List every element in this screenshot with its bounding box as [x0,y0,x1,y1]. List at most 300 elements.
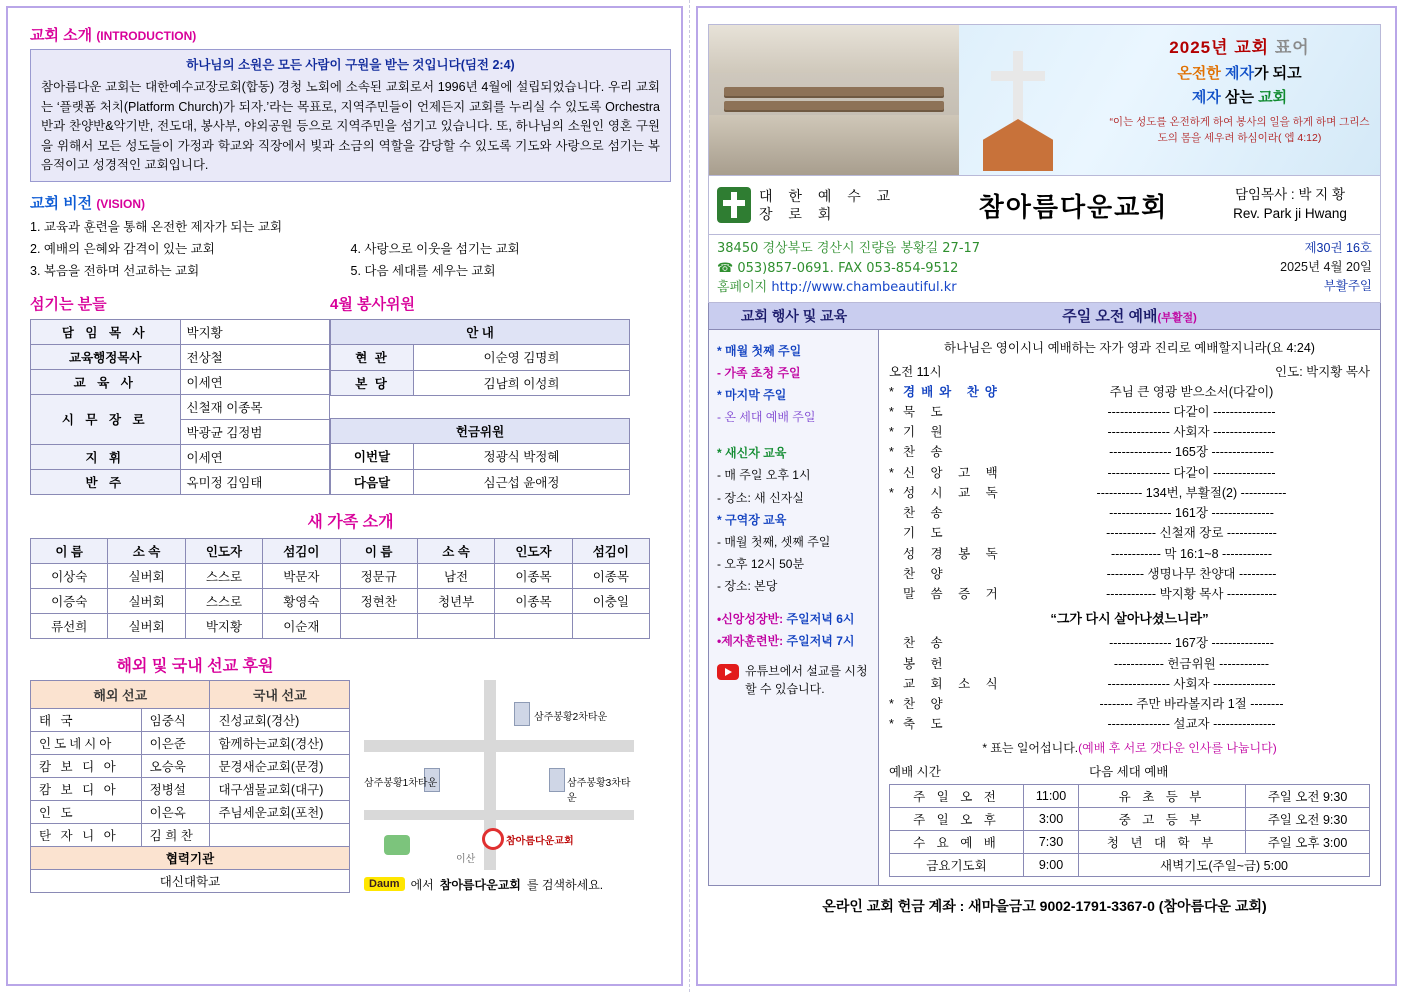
overseas-header: 해외 선교 [31,680,210,708]
park-icon [384,835,410,855]
newfamily-heading: 새 가족 소개 [307,513,394,531]
times-header-right: 다음 세대 예배 [1089,764,1169,779]
event-line: - 온 세대 예배 주일 [717,410,816,425]
denomination [709,187,947,223]
order-item [889,633,1370,653]
newfamily-table [30,538,650,639]
pastor-name-ko: 담임목사 : 박 지 황 [1234,187,1346,203]
right-page [690,0,1403,992]
offering-value: 정광식 박정혜 [414,444,630,469]
service-verse: 하나님은 영이시니 예배하는 자가 영과 진리로 예배할지니라(요 4:24) [944,340,1315,355]
denomination-text [759,187,896,223]
order-item [889,654,1370,674]
table-row [31,823,350,846]
order-value: -------- 주만 바라볼지라 1절 -------- [1099,697,1284,712]
staff-label: 시 무 장 로 [31,394,181,444]
staff-value: 이세연 [180,369,330,394]
staff-label: 반 주 [31,469,181,494]
cell: 청년부 [417,588,494,613]
vision-list [30,217,671,283]
section-headers [708,303,1381,330]
service-header-text: 주일 오전 예배 [1062,308,1158,325]
missions-table [30,680,350,893]
missions-wrap [30,680,671,893]
staff-volunteers-wrap [30,319,671,495]
table-row [31,778,350,801]
cell: 진성교회(경산) [210,709,350,732]
vision-item-1: 1. 교육과 훈련을 통해 온전한 제자가 되는 교회 [30,220,283,235]
order-item [889,382,1370,402]
photo-ceiling [709,25,959,73]
staff-value: 신철재 이종목 [180,394,330,419]
cell: 이순재 [263,613,340,638]
map-label: 삼주봉황1차타운 [364,777,438,789]
order-name: 말 씀 증 거 [903,587,1004,601]
vision-item-3: 3. 복음을 전하며 선교하는 교회 [30,264,200,278]
col-header: 이 름 [340,538,417,563]
cell: 정현찬 [340,588,417,613]
service-header-note: (부활절) [1157,312,1197,324]
map-label: 삼주봉황3차타운 [567,777,631,804]
cell: 주 일 오 후 [890,807,1024,830]
banner-verse: “이는 성도를 온전하게 하여 봉사의 일을 하게 하며 그리스도의 몸을 세우려 하심이라( 엡 4:12) [1109,116,1370,144]
order-value: 주님 큰 영광 받으소서(다같이) [1109,384,1274,399]
standing-note-mark: (예배 후 서로 갯다운 인사를 나눕니다) [1078,740,1277,755]
masthead [708,24,1381,176]
staff-value: 옥미정 김임태 [180,469,330,494]
training-label: •제자훈련반: [717,633,784,648]
cell [495,613,572,638]
order-star: * [889,425,894,439]
table-row [31,369,330,394]
order-name: 기 도 [903,526,949,541]
sanctuary-photo [709,25,959,175]
order-value: --------------- 설교자 --------------- [1107,717,1276,732]
photo-pew [724,87,944,96]
table-row [331,444,630,469]
kakao-post: 를 검색하세요. [526,877,604,892]
church-name: 참아름다운교회 [978,191,1169,222]
order-value: --------- 생명나무 찬양대 --------- [1106,566,1277,581]
intro-title: 하나님의 소원은 모든 사람이 구원을 받는 것입니다(딤전 2:4) [186,58,515,72]
service-times-table [889,784,1370,877]
guide-label: 본 당 [331,370,414,395]
address-bar [708,235,1381,303]
spacer [717,428,870,442]
staff-headings [30,283,671,319]
banner-line2-b: 삼는 [1225,89,1259,106]
cell: 주님세운교회(포천) [210,801,350,824]
event-line: - 가족 초청 주일 [717,365,801,380]
staff-value: 박지황 [180,319,330,344]
order-value: --------------- 사회자 --------------- [1107,425,1276,439]
service-order [889,382,1370,735]
table-row [890,784,1370,807]
cell: 류선희 [31,613,108,638]
order-value: ----------- 134번, 부활절(2) ----------- [1096,485,1287,500]
cell: 이충일 [572,588,649,613]
cell [210,823,350,846]
spacer-cell [414,395,630,418]
order-name: 묵 도 [903,404,949,419]
guide-value: 이순영 김명희 [414,345,630,370]
service-column [879,330,1380,885]
cell: 수 요 예 배 [890,830,1024,853]
cell: 주일 오전 9:30 [1246,784,1370,807]
col-header: 인도자 [185,538,262,563]
cell: 3:00 [1023,807,1078,830]
order-name: 경배와 찬양 [903,384,1003,399]
issue-number: 제30권 16호 [1304,241,1372,255]
vision-section [30,192,671,283]
cell: 주일 오전 9:30 [1246,807,1370,830]
intro-heading-ko: 교회 소개 [30,27,93,44]
order-item [889,402,1370,422]
service-time-row [889,362,1370,380]
church-logo-icon [717,187,751,223]
order-value: --------------- 사회자 --------------- [1107,676,1276,691]
table-row [890,853,1370,876]
youtube-text: 유튜브에서 설교를 시청할 수 있습니다. [745,663,868,696]
event-line: * 구역장 교육 [717,512,787,527]
road-h1 [364,740,634,752]
denom-line-2: 장 로 회 [759,206,838,222]
guide-header: 안 내 [331,319,630,344]
cell: 태 국 [31,709,142,732]
order-item [889,523,1370,543]
offering-value: 심근섭 윤애정 [414,469,630,494]
cell [340,613,417,638]
events-header: 교회 행사 및 교육 [740,307,848,324]
order-item [889,564,1370,584]
cell: 오승욱 [141,755,210,778]
year-theme-banner [959,25,1380,175]
banner-line1 [1109,62,1370,83]
order-star: * [889,384,894,399]
map-pin-icon [482,828,504,850]
cell: 박문자 [263,563,340,588]
steeple-icon [983,119,1053,171]
cell: 실버회 [108,613,185,638]
guide-value: 김남희 이성희 [414,370,630,395]
cell: 박지황 [185,613,262,638]
sermon-title: “그가 다시 살아나셨느니라” [1050,611,1209,627]
cell: 실버회 [108,588,185,613]
daum-logo-icon: Daum [364,877,405,891]
order-value: --------------- 다같이 --------------- [1107,404,1276,419]
table-row [331,370,630,395]
cell: 인도네시아 [31,732,142,755]
partner-header: 협력기관 [31,846,350,869]
cell [572,613,649,638]
cell: 7:30 [1023,830,1078,853]
order-value: ------------ 헌금위원 ------------ [1113,656,1270,671]
staff-label: 교 육 사 [31,369,181,394]
staff-value: 전상철 [180,344,330,369]
table-row [890,807,1370,830]
table-row [331,469,630,494]
cell: 함께하는교회(경산) [210,732,350,755]
phone-line: ☎ 053)857-0691. FAX 053-854-9512 [717,260,959,276]
cell: 금요기도회 [890,853,1024,876]
identity-bar [708,176,1381,235]
youtube-note [717,662,870,698]
order-star: * [889,485,894,500]
order-name: 찬 송 [903,445,949,460]
table-row [890,830,1370,853]
cell: 유 초 등 부 [1079,784,1246,807]
training-label: •신앙성장반: [717,611,784,626]
pastor-name-en: Rev. Park ji Hwang [1233,206,1347,221]
road-h2 [364,810,634,820]
col-header: 섬김이 [572,538,649,563]
cell: 인 도 [31,801,142,824]
cell: 탄 자 니 아 [31,823,142,846]
intro-heading-en: (INTRODUCTION) [96,29,197,43]
table-row [31,846,350,869]
vision-item-2: 2. 예배의 은혜와 감격이 있는 교회 [30,242,215,257]
table-row [331,319,630,344]
table-row [31,588,650,613]
offering-label: 이번달 [331,444,414,469]
staff-label: 담 임 목 사 [31,319,181,344]
table-row [31,319,330,344]
order-item [889,463,1370,483]
staff-table [30,319,330,495]
cell: 스스로 [185,588,262,613]
staff-heading: 섬기는 분들 [30,295,107,313]
cell: 11:00 [1023,784,1078,807]
table-row [31,755,350,778]
homepage-label: 홈페이지 [717,280,768,295]
cell: 남전 [417,563,494,588]
order-value: --------------- 165장 --------------- [1109,445,1274,460]
event-line: * 마지막 주일 [717,387,787,402]
col-header: 소 속 [108,538,185,563]
order-item [889,584,1370,604]
body-columns [708,330,1381,886]
kakao-pre: 에서 [410,877,434,892]
youtube-icon [717,664,739,680]
cell: 문경새순교회(문경) [210,755,350,778]
table-row [31,869,350,892]
event-line: * 매월 첫째 주일 [717,343,802,358]
map-label-church: 참아름다운교회 [506,835,574,847]
staff-value: 이세연 [180,444,330,469]
banner-line1-b: 제자 [1225,65,1254,82]
service-leader: 인도: 박지황 목사 [1275,364,1370,379]
spacer [717,598,870,608]
issue-block [1197,239,1372,298]
table-header-row [31,538,650,563]
order-value: --------------- 161장 --------------- [1109,506,1274,520]
event-line: - 장소: 본당 [717,579,778,594]
issue-date: 2025년 4월 20일 [1280,259,1372,274]
intro-box [30,49,671,182]
cell: 주일 오후 3:00 [1246,830,1370,853]
training-line [717,608,870,630]
table-row [331,418,630,443]
offering-label: 다음달 [331,469,414,494]
banner-line2-c: 교회 [1258,89,1288,106]
cell: 9:00 [1023,853,1078,876]
kakao-church: 참아름다운교회 [439,877,521,892]
table-row [331,345,630,370]
order-name: 축 도 [903,717,949,732]
offering-header: 헌금위원 [331,418,630,443]
table-row [31,732,350,755]
vision-item-4: 4. 사랑으로 이웃을 섬기는 교회 [350,242,520,257]
cell: 스스로 [185,563,262,588]
order-value: --------------- 167장 --------------- [1109,636,1274,651]
building-icon [514,702,530,726]
homepage-line [717,278,1197,298]
volunteers-heading: 4월 봉사위원 [330,295,415,313]
order-name: 찬 양 [903,566,949,581]
cell: 이종목 [495,588,572,613]
location-map [364,680,634,870]
order-name: 찬 송 [903,506,949,520]
order-item [889,503,1370,523]
issue-sunday: 부활주일 [1323,278,1372,293]
missions-heading: 해외 및 국내 선교 후원 [116,657,274,675]
col-header: 인도자 [495,538,572,563]
training-line [717,630,870,652]
event-line: - 매 주일 오후 1시 [717,468,811,483]
cell: 이증숙 [31,588,108,613]
order-name: 교 회 소 식 [903,676,1004,691]
cell: 주 일 오 전 [890,784,1024,807]
cell: 대구샘물교회(대구) [210,778,350,801]
col-header: 이 름 [31,538,108,563]
table-row [331,395,630,418]
cell: 이은준 [141,732,210,755]
order-item [889,422,1370,442]
homepage-url[interactable]: http://www.chambeautiful.kr [771,280,957,295]
offering-account-footer: 온라인 교회 헌금 계좌 : 새마을금고 9002-1791-3367-0 (참아름다운 교회) [822,897,1267,914]
banner-line2 [1109,86,1370,107]
order-star: * [889,404,894,419]
table-row [31,613,650,638]
training-value: 주일저녁 7시 [786,633,855,648]
address-line: 38450 경상북도 경산시 진량읍 봉황길 27-17 [717,241,981,256]
order-star: * [889,465,894,480]
cell: 임중식 [141,709,210,732]
service-header [879,305,1380,326]
banner-year-label: 표어 [1274,38,1310,57]
cell: 청 년 대 학 부 [1079,830,1246,853]
order-value: ------------ 신철재 장로 ------------ [1106,526,1277,541]
address-block [717,239,1197,298]
table-row [31,344,330,369]
banner-year-text: 2025년 교회 [1169,38,1275,57]
order-star: * [889,445,894,460]
event-line: - 장소: 새 신자실 [717,490,804,505]
col-header: 소 속 [417,538,494,563]
banner-line2-a: 제자 [1191,89,1225,106]
cell: 정문규 [340,563,417,588]
table-row [31,469,330,494]
table-header-row [31,680,350,708]
cell: 김 희 찬 [141,823,210,846]
order-star: * [889,717,894,732]
training-value: 주일저녁 6시 [786,611,855,626]
pastor-block [1200,186,1380,224]
denom-line-1: 대 한 예 수 교 [759,187,897,204]
cell: 이종목 [495,563,572,588]
order-item [889,483,1370,503]
building-icon [549,768,565,792]
order-name: 찬 양 [903,697,949,712]
cell [417,613,494,638]
order-item [889,694,1370,714]
partner-value: 대신대학교 [31,869,350,892]
vision-item-5: 5. 다음 세대를 세우는 교회 [350,264,496,278]
event-line: - 오후 12시 50분 [717,557,805,572]
cell: 실버회 [108,563,185,588]
map-label: 이산 [456,853,476,865]
cell: 황영숙 [263,588,340,613]
cross-icon [1013,51,1023,129]
photo-wall [709,115,959,175]
domestic-header: 국내 선교 [210,680,350,708]
events-column [709,330,879,885]
cell: 이은옥 [141,801,210,824]
order-item [889,714,1370,734]
spacer-cell [331,395,414,418]
event-line: * 새신자 교육 [717,446,787,461]
order-value: ------------ 막 16:1~8 ------------ [1110,546,1272,561]
banner-line1-c: 가 되고 [1253,65,1302,82]
map-label: 삼주봉황2차타운 [534,711,608,723]
guide-label: 현 관 [331,345,414,370]
kakao-search-hint [364,876,634,893]
map-area [364,680,634,893]
event-line: - 매월 첫째, 셋째 주일 [717,535,831,549]
times-headers [889,762,1370,780]
standing-note-pre: * 표는 일어섭니다. [982,740,1079,755]
staff-label: 교육행정목사 [31,344,181,369]
order-name: 신 앙 고 백 [903,465,1004,480]
cell: 중 고 등 부 [1079,807,1246,830]
col-header: 섬김이 [263,538,340,563]
cell: 이종목 [572,563,649,588]
times-header-left: 예배 시간 [889,764,941,779]
intro-body: 참아름다운 교회는 대한예수교장로회(합동) 경청 노회에 소속된 교회로서 1996년 4월에 설립되었습니다. 우리 교회는 ‘플랫폼 처치(Platform Church)가 되자.’라는 목표로, 지역주민들이 언제든지 교회를 누리실 수 있도록 Orchestra반과 찬양반&악기반, 전도대, 봉사부, 야외공원 등으로 지역주민을 섬기고 있습니다. 또, 하나님의 소원인 영혼 구원을 위해서 모든 성도들이 가정과 학교와 직장에서 빛과 소금의 역할을 감당할 수 있도록 기도와 사랑으로 섬기는 복음적이고 성경적인 교회입니다. [41,80,660,172]
table-row [31,709,350,732]
cell: 정병설 [141,778,210,801]
service-time: 오전 11시 [889,364,942,379]
vision-heading [30,192,671,213]
intro-heading [30,24,671,45]
table-row [31,394,330,419]
standing-note [889,739,1370,756]
cell: 캄 보 디 아 [31,778,142,801]
table-row [31,563,650,588]
order-value: --------------- 다같이 --------------- [1107,465,1276,480]
table-row [31,801,350,824]
banner-year [1109,33,1370,58]
volunteers-table [330,319,630,495]
banner-text [1109,33,1370,147]
banner-line1-a: 온전한 [1177,65,1225,82]
order-name: 찬 송 [903,636,949,651]
order-name: 성 경 봉 독 [903,546,1004,561]
order-item [889,442,1370,462]
vision-heading-en: (VISION) [96,197,145,212]
photo-pew [724,101,944,110]
order-name: 성 시 교 독 [903,485,1004,500]
